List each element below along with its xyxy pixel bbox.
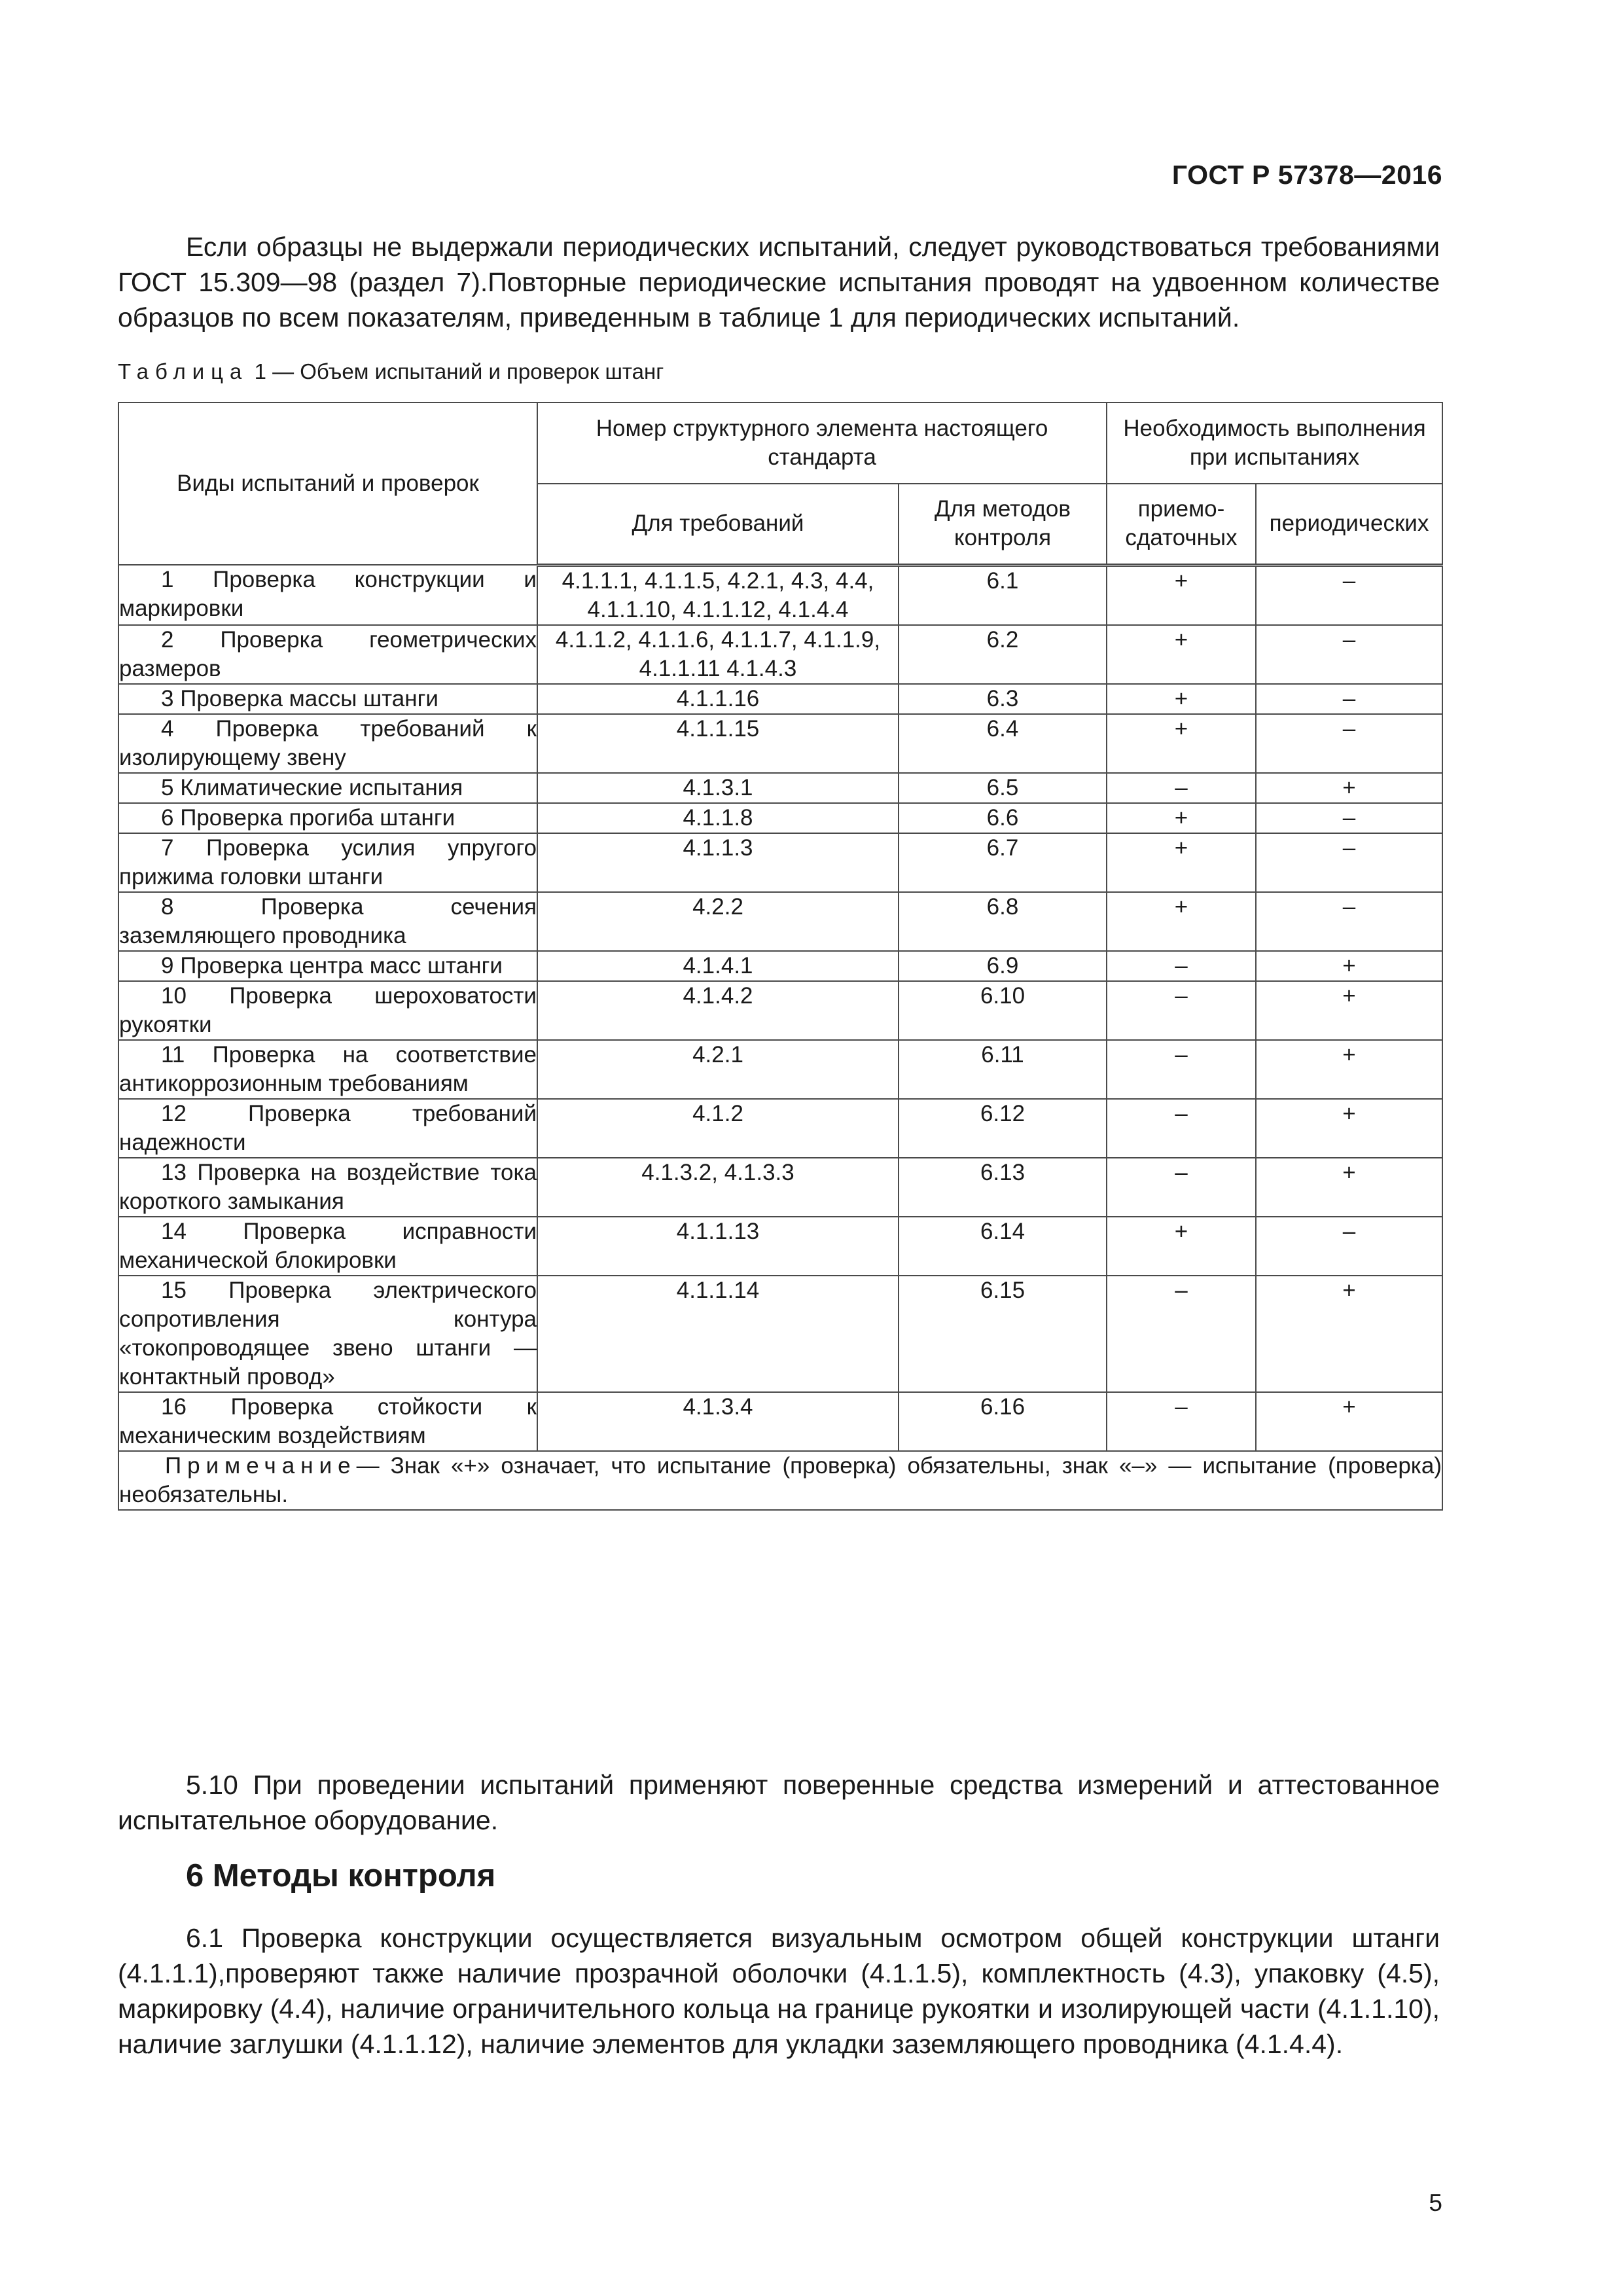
requirement-clause-cell (537, 1040, 899, 1099)
method-clause-cell-text: 6.12 (980, 1100, 1026, 1126)
method-clause-cell (899, 684, 1107, 714)
test-name-cell-text: 6 Проверка прогиба штанги (161, 804, 455, 831)
acceptance-test-cell-text: + (1174, 567, 1188, 594)
table-row (118, 1040, 1442, 1099)
method-clause-cell (899, 803, 1107, 833)
periodic-test-cell-text: + (1342, 1100, 1356, 1126)
method-clause-cell-text: 6.9 (986, 952, 1019, 978)
test-name-cell (118, 625, 537, 684)
test-name-cell-text: 14 Проверка исправности механической блокировки (119, 1218, 537, 1273)
acceptance-test-cell-text: + (1174, 626, 1188, 653)
requirement-clause-cell-text: 4.1.1.1, 4.1.1.5, 4.2.1, 4.3, 4.4, 4.1.1.10, 4.1.1.12, 4.1.4.4 (562, 567, 874, 622)
paragraph-5-10-text: 5.10 При проведении испытаний применяют поверенные средства измерений и аттестованное испытательное оборудование. (118, 1770, 1440, 1835)
test-name-cell-text: 13 Проверка на воздействие тока короткого замыкания (119, 1159, 537, 1214)
method-clause-cell (899, 1217, 1107, 1276)
acceptance-test-cell (1107, 714, 1256, 773)
header-for-requirements: Для требований (537, 484, 899, 565)
periodic-test-cell-text: + (1342, 1159, 1356, 1185)
requirement-clause-cell (537, 1158, 899, 1217)
test-name-cell (118, 803, 537, 833)
table-row (118, 981, 1442, 1040)
test-name-cell (118, 1099, 537, 1158)
periodic-test-cell-text: – (1342, 893, 1356, 920)
test-name-cell-text: 11 Проверка на соответствие антикоррозионным требованиям (119, 1041, 537, 1096)
requirement-clause-cell (537, 1217, 899, 1276)
requirement-clause-cell-text: 4.2.1 (692, 1041, 743, 1067)
method-clause-cell (899, 565, 1107, 625)
requirement-clause-cell-text: 4.1.3.1 (683, 774, 753, 800)
periodic-test-cell-text: – (1342, 804, 1356, 831)
method-clause-cell (899, 773, 1107, 803)
requirement-clause-cell (537, 1276, 899, 1392)
acceptance-test-cell (1107, 565, 1256, 625)
requirement-clause-cell (537, 714, 899, 773)
acceptance-test-cell (1107, 951, 1256, 981)
method-clause-cell (899, 833, 1107, 892)
periodic-test-cell (1256, 833, 1442, 892)
header-element-number: Номер структурного элемента настоящего стандарта (537, 403, 1107, 484)
requirement-clause-cell (537, 565, 899, 625)
requirement-clause-cell-text: 4.2.2 (692, 893, 743, 920)
acceptance-test-cell (1107, 1040, 1256, 1099)
acceptance-test-cell-text: – (1175, 774, 1188, 800)
requirement-clause-cell-text: 4.1.1.14 (676, 1277, 760, 1303)
method-clause-cell-text: 6.2 (986, 626, 1019, 653)
periodic-test-cell (1256, 1276, 1442, 1392)
tests-table (118, 402, 1443, 1511)
test-name-cell (118, 684, 537, 714)
acceptance-test-cell-text: – (1175, 1393, 1188, 1420)
requirement-clause-cell (537, 684, 899, 714)
table-note (118, 1451, 1442, 1510)
periodic-test-cell-text: – (1342, 715, 1356, 742)
test-name-cell (118, 833, 537, 892)
intro-paragraph (118, 229, 1440, 335)
requirement-clause-cell (537, 833, 899, 892)
acceptance-test-cell (1107, 625, 1256, 684)
method-clause-cell (899, 981, 1107, 1040)
header-necessity: Необходимость выполнения при испытаниях (1107, 403, 1442, 484)
periodic-test-cell (1256, 981, 1442, 1040)
table-caption-title: — Объем испытаний и проверок штанг (272, 359, 664, 384)
requirement-clause-cell-text: 4.1.1.8 (683, 804, 753, 831)
method-clause-cell-text: 6.6 (986, 804, 1019, 831)
test-name-cell-text: 5 Климатические испытания (161, 774, 463, 800)
acceptance-test-cell (1107, 1217, 1256, 1276)
periodic-test-cell (1256, 565, 1442, 625)
acceptance-test-cell (1107, 1276, 1256, 1392)
periodic-test-cell (1256, 625, 1442, 684)
acceptance-test-cell-text: + (1174, 1218, 1188, 1244)
requirement-clause-cell (537, 773, 899, 803)
header-for-methods: Для методов контроля (899, 484, 1107, 565)
requirement-clause-cell (537, 1392, 899, 1451)
method-clause-cell-text: 6.10 (980, 982, 1026, 1009)
test-name-cell (118, 1040, 537, 1099)
test-name-cell-text: 2 Проверка геометрических размеров (119, 626, 537, 681)
periodic-test-cell (1256, 1217, 1442, 1276)
paragraph-5-10 (118, 1767, 1440, 1838)
acceptance-test-cell-text: – (1175, 1041, 1188, 1067)
periodic-test-cell-text: – (1342, 834, 1356, 861)
method-clause-cell-text: 6.16 (980, 1393, 1026, 1420)
acceptance-test-cell (1107, 1392, 1256, 1451)
requirement-clause-cell-text: 4.1.3.4 (683, 1393, 753, 1420)
acceptance-test-cell-text: + (1174, 893, 1188, 920)
test-name-cell-text: 4 Проверка требований к изолирующему звену (119, 715, 537, 770)
requirement-clause-cell (537, 1099, 899, 1158)
page-number: 5 (1429, 2189, 1442, 2216)
periodic-test-cell (1256, 1158, 1442, 1217)
method-clause-cell-text: 6.15 (980, 1277, 1026, 1303)
periodic-test-cell-text: – (1342, 567, 1356, 594)
table-caption-number: 1 (254, 359, 266, 384)
table-caption (118, 359, 664, 385)
table-body (118, 565, 1442, 1451)
header-test-types: Виды испытаний и проверок (118, 403, 537, 565)
test-name-cell (118, 1276, 537, 1392)
table-row (118, 1392, 1442, 1451)
test-name-cell (118, 565, 537, 625)
table-row (118, 684, 1442, 714)
table-row (118, 1276, 1442, 1392)
requirement-clause-cell-text: 4.1.1.2, 4.1.1.6, 4.1.1.7, 4.1.1.9, 4.1.1.11 4.1.4.3 (555, 626, 881, 681)
periodic-test-cell-text: + (1342, 1393, 1356, 1420)
test-name-cell-text: 7 Проверка усилия упругого прижима головки штанги (119, 834, 537, 889)
periodic-test-cell (1256, 803, 1442, 833)
test-name-cell (118, 951, 537, 981)
requirement-clause-cell-text: 4.1.2 (692, 1100, 743, 1126)
acceptance-test-cell-text: – (1175, 982, 1188, 1009)
test-name-cell-text: 10 Проверка шероховатости рукоятки (119, 982, 537, 1037)
table-row (118, 892, 1442, 951)
requirement-clause-cell-text: 4.1.1.16 (676, 685, 760, 711)
header-acceptance: приемо-сдаточных (1107, 484, 1256, 565)
table-row (118, 1217, 1442, 1276)
periodic-test-cell-text: – (1342, 685, 1356, 711)
test-name-cell (118, 1158, 537, 1217)
test-name-cell (118, 714, 537, 773)
periodic-test-cell-text: + (1342, 982, 1356, 1009)
requirement-clause-cell-text: 4.1.4.2 (683, 982, 753, 1009)
periodic-test-cell-text: + (1342, 952, 1356, 978)
table-row (118, 773, 1442, 803)
acceptance-test-cell-text: + (1174, 715, 1188, 742)
table-row (118, 625, 1442, 684)
table-row (118, 565, 1442, 625)
periodic-test-cell (1256, 951, 1442, 981)
section-6-title: 6 Методы контроля (186, 1858, 496, 1893)
test-name-cell (118, 892, 537, 951)
method-clause-cell (899, 1099, 1107, 1158)
periodic-test-cell-text: + (1342, 774, 1356, 800)
method-clause-cell-text: 6.4 (986, 715, 1019, 742)
requirement-clause-cell-text: 4.1.1.13 (676, 1218, 760, 1244)
document-code: ГОСТ Р 57378—2016 (1171, 160, 1442, 190)
periodic-test-cell (1256, 773, 1442, 803)
test-name-cell-text: 3 Проверка массы штанги (161, 685, 438, 711)
test-name-cell (118, 981, 537, 1040)
method-clause-cell (899, 714, 1107, 773)
table-note-label: Примечание (165, 1452, 357, 1479)
table-row (118, 1099, 1442, 1158)
periodic-test-cell (1256, 892, 1442, 951)
requirement-clause-cell-text: 4.1.4.1 (683, 952, 753, 978)
acceptance-test-cell (1107, 892, 1256, 951)
table-row (118, 803, 1442, 833)
method-clause-cell (899, 1276, 1107, 1392)
method-clause-cell-text: 6.3 (986, 685, 1019, 711)
acceptance-test-cell (1107, 981, 1256, 1040)
acceptance-test-cell-text: + (1174, 804, 1188, 831)
acceptance-test-cell (1107, 684, 1256, 714)
test-name-cell-text: 8 Проверка сечения заземляющего проводника (119, 893, 537, 948)
intro-paragraph-text: Если образцы не выдержали периодических испытаний, следует руководствоваться требованиями ГОСТ 15.309—98 (раздел 7).Повторные периодические испытания проводят на удвоенном количестве образцов по всем показателям, приведенным в таблице 1 для периодических испытаний. (118, 232, 1440, 332)
periodic-test-cell (1256, 1040, 1442, 1099)
acceptance-test-cell (1107, 773, 1256, 803)
table-row (118, 951, 1442, 981)
test-name-cell (118, 1392, 537, 1451)
test-name-cell-text: 1 Проверка конструкции и маркировки (119, 567, 537, 621)
acceptance-test-cell (1107, 1158, 1256, 1217)
acceptance-test-cell-text: + (1174, 685, 1188, 711)
acceptance-test-cell-text: + (1174, 834, 1188, 861)
table-note-text: — Знак «+» означает, что испытание (проверка) обязательны, знак «–» — испытание (проверка) необязательны. (119, 1452, 1442, 1507)
periodic-test-cell-text: + (1342, 1041, 1356, 1067)
acceptance-test-cell-text: – (1175, 1159, 1188, 1185)
periodic-test-cell-text: + (1342, 1277, 1356, 1303)
method-clause-cell (899, 625, 1107, 684)
periodic-test-cell-text: – (1342, 626, 1356, 653)
method-clause-cell-text: 6.8 (986, 893, 1019, 920)
requirement-clause-cell (537, 892, 899, 951)
acceptance-test-cell (1107, 1099, 1256, 1158)
periodic-test-cell (1256, 1099, 1442, 1158)
table-row (118, 1158, 1442, 1217)
method-clause-cell (899, 892, 1107, 951)
acceptance-test-cell-text: – (1175, 952, 1188, 978)
table-row (118, 714, 1442, 773)
method-clause-cell-text: 6.7 (986, 834, 1019, 861)
requirement-clause-cell (537, 981, 899, 1040)
test-name-cell (118, 773, 537, 803)
method-clause-cell-text: 6.13 (980, 1159, 1026, 1185)
table-caption-prefix: Таблица (118, 359, 249, 384)
method-clause-cell (899, 1040, 1107, 1099)
periodic-test-cell (1256, 1392, 1442, 1451)
acceptance-test-cell-text: – (1175, 1277, 1188, 1303)
requirement-clause-cell (537, 803, 899, 833)
test-name-cell-text: 16 Проверка стойкости к механическим воздействиям (119, 1393, 537, 1448)
paragraph-6-1 (118, 1920, 1440, 2062)
acceptance-test-cell-text: – (1175, 1100, 1188, 1126)
acceptance-test-cell (1107, 803, 1256, 833)
requirement-clause-cell-text: 4.1.1.15 (676, 715, 760, 742)
requirement-clause-cell (537, 625, 899, 684)
periodic-test-cell (1256, 684, 1442, 714)
acceptance-test-cell (1107, 833, 1256, 892)
test-name-cell-text: 12 Проверка требований надежности (119, 1100, 537, 1155)
test-name-cell-text: 9 Проверка центра масс штанги (161, 952, 503, 978)
requirement-clause-cell (537, 951, 899, 981)
periodic-test-cell (1256, 714, 1442, 773)
test-name-cell-text: 15 Проверка электрического сопротивления контура «токопроводящее звено штанги — контактный провод» (119, 1277, 537, 1390)
paragraph-6-1-text: 6.1 Проверка конструкции осуществляется визуальным осмотром общей конструкции штанги (4.1.1.1),проверяют также наличие прозрачной оболочки (4.1.1.5), комплектность (4.3), упаковку (4.5), маркировку (4.4), наличие ограничительного кольца на границе рукоятки и изолирующей части (4.1.1.10), наличие заглушки (4.1.1.12), наличие элементов для укладки заземляющего проводника (4.1.4.4). (118, 1923, 1440, 2059)
method-clause-cell-text: 6.5 (986, 774, 1019, 800)
method-clause-cell (899, 1392, 1107, 1451)
header-periodic: периодических (1256, 484, 1442, 565)
requirement-clause-cell-text: 4.1.3.2, 4.1.3.3 (641, 1159, 794, 1185)
method-clause-cell-text: 6.1 (986, 567, 1019, 594)
method-clause-cell (899, 951, 1107, 981)
table-row (118, 833, 1442, 892)
periodic-test-cell-text: – (1342, 1218, 1356, 1244)
method-clause-cell (899, 1158, 1107, 1217)
method-clause-cell-text: 6.11 (981, 1041, 1024, 1067)
method-clause-cell-text: 6.14 (980, 1218, 1026, 1244)
test-name-cell (118, 1217, 537, 1276)
requirement-clause-cell-text: 4.1.1.3 (683, 834, 753, 861)
